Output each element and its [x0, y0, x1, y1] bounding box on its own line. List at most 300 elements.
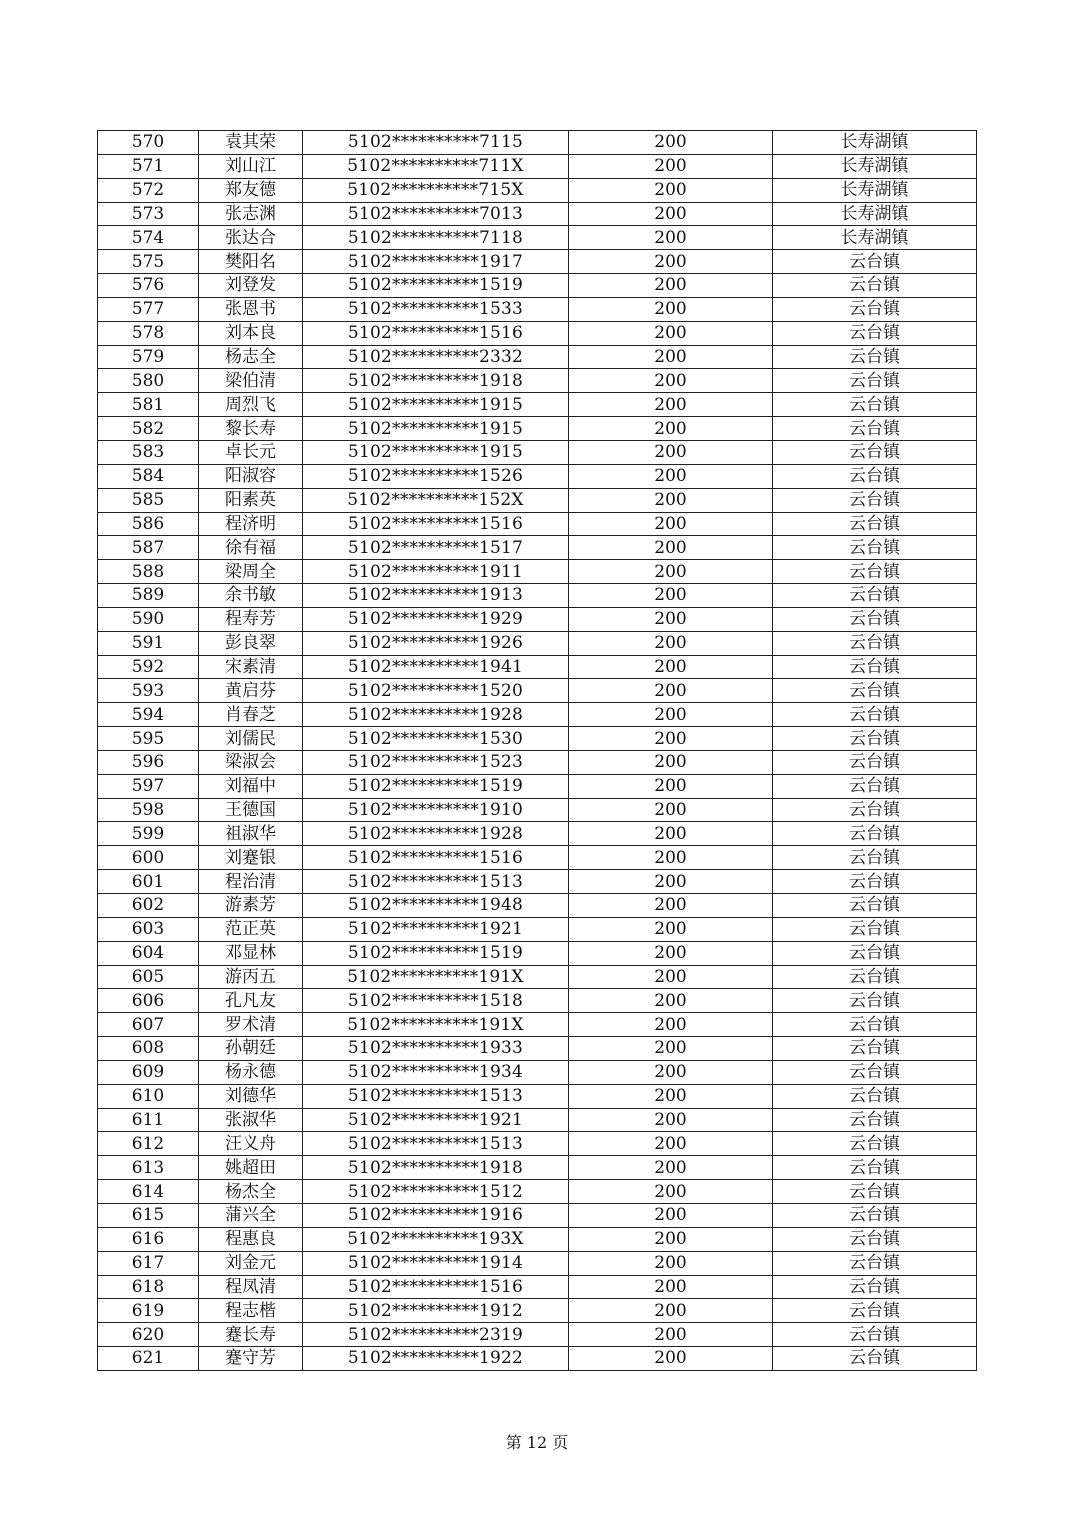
amount-cell: 200 [569, 1299, 773, 1323]
name-cell: 张志渊 [199, 202, 303, 226]
row-number-cell: 610 [98, 1084, 199, 1108]
row-number-cell: 589 [98, 584, 199, 608]
town-cell: 云台镇 [773, 393, 977, 417]
town-cell: 云台镇 [773, 870, 977, 894]
row-number-cell: 595 [98, 727, 199, 751]
town-cell: 云台镇 [773, 679, 977, 703]
amount-cell: 200 [569, 393, 773, 417]
row-number-cell: 598 [98, 798, 199, 822]
table-row [98, 679, 977, 703]
table-row [98, 178, 977, 202]
id-number-cell: 5102**********1948 [303, 894, 569, 918]
name-cell: 阳素英 [199, 488, 303, 512]
town-cell: 云台镇 [773, 321, 977, 345]
row-number-cell: 606 [98, 989, 199, 1013]
id-number-cell: 5102**********1921 [303, 1108, 569, 1132]
town-cell: 云台镇 [773, 1227, 977, 1251]
amount-cell: 200 [569, 417, 773, 441]
row-number-cell: 591 [98, 631, 199, 655]
name-cell: 宋素清 [199, 655, 303, 679]
row-number-cell: 590 [98, 607, 199, 631]
name-cell: 蹇长寿 [199, 1323, 303, 1347]
row-number-cell: 587 [98, 536, 199, 560]
name-cell: 刘金元 [199, 1251, 303, 1275]
id-number-cell: 5102**********1516 [303, 512, 569, 536]
table-row [98, 655, 977, 679]
id-number-cell: 5102**********1921 [303, 917, 569, 941]
id-number-cell: 5102**********7115 [303, 131, 569, 155]
amount-cell: 200 [569, 1180, 773, 1204]
table-row [98, 131, 977, 155]
name-cell: 蹇守芳 [199, 1347, 303, 1371]
row-number-cell: 570 [98, 131, 199, 155]
table-row [98, 1180, 977, 1204]
page-number: 第 12 页 [505, 1433, 569, 1452]
table-row [98, 870, 977, 894]
name-cell: 刘儒民 [199, 727, 303, 751]
amount-cell: 200 [569, 512, 773, 536]
id-number-cell: 5102**********1516 [303, 846, 569, 870]
table-row [98, 417, 977, 441]
id-number-cell: 5102**********1926 [303, 631, 569, 655]
table-row [98, 297, 977, 321]
name-cell: 刘山江 [199, 154, 303, 178]
table-row [98, 274, 977, 298]
id-number-cell: 5102**********1922 [303, 1347, 569, 1371]
table-row [98, 369, 977, 393]
town-cell: 云台镇 [773, 488, 977, 512]
town-cell: 云台镇 [773, 1323, 977, 1347]
table-row [98, 488, 977, 512]
amount-cell: 200 [569, 1227, 773, 1251]
town-cell: 云台镇 [773, 560, 977, 584]
amount-cell: 200 [569, 917, 773, 941]
town-cell: 云台镇 [773, 1347, 977, 1371]
table-row [98, 894, 977, 918]
row-number-cell: 608 [98, 1037, 199, 1061]
amount-cell: 200 [569, 750, 773, 774]
id-number-cell: 5102**********1917 [303, 250, 569, 274]
amount-cell: 200 [569, 798, 773, 822]
records-table-container [97, 130, 976, 1371]
name-cell: 余书敏 [199, 584, 303, 608]
amount-cell: 200 [569, 560, 773, 584]
town-cell: 长寿湖镇 [773, 154, 977, 178]
table-row [98, 321, 977, 345]
table-row [98, 1203, 977, 1227]
town-cell: 云台镇 [773, 655, 977, 679]
amount-cell: 200 [569, 846, 773, 870]
id-number-cell: 5102**********191X [303, 965, 569, 989]
name-cell: 梁伯清 [199, 369, 303, 393]
name-cell: 郑友德 [199, 178, 303, 202]
name-cell: 梁周全 [199, 560, 303, 584]
name-cell: 罗术清 [199, 1013, 303, 1037]
name-cell: 刘登发 [199, 274, 303, 298]
amount-cell: 200 [569, 440, 773, 464]
id-number-cell: 5102**********7118 [303, 226, 569, 250]
table-row [98, 1156, 977, 1180]
amount-cell: 200 [569, 631, 773, 655]
id-number-cell: 5102**********711X [303, 154, 569, 178]
amount-cell: 200 [569, 226, 773, 250]
town-cell: 云台镇 [773, 1299, 977, 1323]
amount-cell: 200 [569, 1132, 773, 1156]
amount-cell: 200 [569, 703, 773, 727]
name-cell: 邓显林 [199, 941, 303, 965]
row-number-cell: 593 [98, 679, 199, 703]
row-number-cell: 592 [98, 655, 199, 679]
name-cell: 游素芳 [199, 894, 303, 918]
town-cell: 云台镇 [773, 1251, 977, 1275]
town-cell: 云台镇 [773, 512, 977, 536]
table-row [98, 1227, 977, 1251]
amount-cell: 200 [569, 131, 773, 155]
table-row [98, 727, 977, 751]
id-number-cell: 5102**********1512 [303, 1180, 569, 1204]
table-row [98, 607, 977, 631]
records-table-body [98, 131, 977, 1371]
id-number-cell: 5102**********1911 [303, 560, 569, 584]
amount-cell: 200 [569, 536, 773, 560]
amount-cell: 200 [569, 1108, 773, 1132]
name-cell: 梁淑会 [199, 750, 303, 774]
row-number-cell: 613 [98, 1156, 199, 1180]
name-cell: 张达合 [199, 226, 303, 250]
table-row [98, 1299, 977, 1323]
table-row [98, 774, 977, 798]
name-cell: 周烈飞 [199, 393, 303, 417]
name-cell: 卓长元 [199, 440, 303, 464]
town-cell: 云台镇 [773, 345, 977, 369]
table-row [98, 846, 977, 870]
name-cell: 杨永德 [199, 1060, 303, 1084]
amount-cell: 200 [569, 178, 773, 202]
row-number-cell: 603 [98, 917, 199, 941]
row-number-cell: 614 [98, 1180, 199, 1204]
table-row [98, 226, 977, 250]
table-row [98, 536, 977, 560]
name-cell: 程惠良 [199, 1227, 303, 1251]
name-cell: 张淑华 [199, 1108, 303, 1132]
amount-cell: 200 [569, 727, 773, 751]
table-row [98, 822, 977, 846]
table-row [98, 798, 977, 822]
table-row [98, 1251, 977, 1275]
table-row [98, 1323, 977, 1347]
row-number-cell: 607 [98, 1013, 199, 1037]
row-number-cell: 585 [98, 488, 199, 512]
table-row [98, 584, 977, 608]
row-number-cell: 619 [98, 1299, 199, 1323]
id-number-cell: 5102**********1933 [303, 1037, 569, 1061]
name-cell: 程济明 [199, 512, 303, 536]
town-cell: 长寿湖镇 [773, 202, 977, 226]
amount-cell: 200 [569, 822, 773, 846]
id-number-cell: 5102**********1928 [303, 822, 569, 846]
town-cell: 云台镇 [773, 369, 977, 393]
table-row [98, 1132, 977, 1156]
amount-cell: 200 [569, 1203, 773, 1227]
id-number-cell: 5102**********1516 [303, 1275, 569, 1299]
name-cell: 刘本良 [199, 321, 303, 345]
id-number-cell: 5102**********1513 [303, 870, 569, 894]
id-number-cell: 5102**********1912 [303, 1299, 569, 1323]
table-row [98, 345, 977, 369]
id-number-cell: 5102**********1915 [303, 440, 569, 464]
name-cell: 张恩书 [199, 297, 303, 321]
row-number-cell: 601 [98, 870, 199, 894]
id-number-cell: 5102**********1918 [303, 369, 569, 393]
row-number-cell: 581 [98, 393, 199, 417]
name-cell: 程寿芳 [199, 607, 303, 631]
id-number-cell: 5102**********1913 [303, 584, 569, 608]
name-cell: 王德国 [199, 798, 303, 822]
town-cell: 云台镇 [773, 894, 977, 918]
id-number-cell: 5102**********1519 [303, 274, 569, 298]
row-number-cell: 588 [98, 560, 199, 584]
name-cell: 黎长寿 [199, 417, 303, 441]
id-number-cell: 5102**********1519 [303, 941, 569, 965]
row-number-cell: 597 [98, 774, 199, 798]
id-number-cell: 5102**********1916 [303, 1203, 569, 1227]
id-number-cell: 5102**********1516 [303, 321, 569, 345]
amount-cell: 200 [569, 1037, 773, 1061]
table-row [98, 154, 977, 178]
town-cell: 云台镇 [773, 1084, 977, 1108]
row-number-cell: 599 [98, 822, 199, 846]
amount-cell: 200 [569, 488, 773, 512]
amount-cell: 200 [569, 1060, 773, 1084]
row-number-cell: 615 [98, 1203, 199, 1227]
row-number-cell: 580 [98, 369, 199, 393]
records-table [97, 130, 977, 1371]
town-cell: 云台镇 [773, 941, 977, 965]
row-number-cell: 600 [98, 846, 199, 870]
row-number-cell: 594 [98, 703, 199, 727]
town-cell: 云台镇 [773, 1156, 977, 1180]
id-number-cell: 5102**********193X [303, 1227, 569, 1251]
amount-cell: 200 [569, 202, 773, 226]
id-number-cell: 5102**********1517 [303, 536, 569, 560]
name-cell: 祖淑华 [199, 822, 303, 846]
name-cell: 范正英 [199, 917, 303, 941]
name-cell: 游丙五 [199, 965, 303, 989]
town-cell: 云台镇 [773, 631, 977, 655]
row-number-cell: 572 [98, 178, 199, 202]
town-cell: 云台镇 [773, 1132, 977, 1156]
id-number-cell: 5102**********1533 [303, 297, 569, 321]
town-cell: 云台镇 [773, 250, 977, 274]
row-number-cell: 602 [98, 894, 199, 918]
name-cell: 刘德华 [199, 1084, 303, 1108]
table-row [98, 1060, 977, 1084]
row-number-cell: 612 [98, 1132, 199, 1156]
town-cell: 长寿湖镇 [773, 178, 977, 202]
town-cell: 长寿湖镇 [773, 226, 977, 250]
name-cell: 孙朝廷 [199, 1037, 303, 1061]
town-cell: 云台镇 [773, 417, 977, 441]
table-row [98, 1275, 977, 1299]
amount-cell: 200 [569, 679, 773, 703]
amount-cell: 200 [569, 369, 773, 393]
table-row [98, 440, 977, 464]
table-row [98, 750, 977, 774]
town-cell: 云台镇 [773, 1013, 977, 1037]
town-cell: 云台镇 [773, 1037, 977, 1061]
amount-cell: 200 [569, 1275, 773, 1299]
town-cell: 云台镇 [773, 607, 977, 631]
row-number-cell: 620 [98, 1323, 199, 1347]
id-number-cell: 5102**********715X [303, 178, 569, 202]
id-number-cell: 5102**********1915 [303, 417, 569, 441]
amount-cell: 200 [569, 297, 773, 321]
row-number-cell: 582 [98, 417, 199, 441]
table-row [98, 941, 977, 965]
amount-cell: 200 [569, 1251, 773, 1275]
name-cell: 徐有福 [199, 536, 303, 560]
id-number-cell: 5102**********1526 [303, 464, 569, 488]
row-number-cell: 583 [98, 440, 199, 464]
row-number-cell: 584 [98, 464, 199, 488]
row-number-cell: 604 [98, 941, 199, 965]
table-row [98, 250, 977, 274]
table-row [98, 202, 977, 226]
name-cell: 刘蹇银 [199, 846, 303, 870]
town-cell: 云台镇 [773, 584, 977, 608]
id-number-cell: 5102**********1519 [303, 774, 569, 798]
town-cell: 云台镇 [773, 464, 977, 488]
name-cell: 杨杰全 [199, 1180, 303, 1204]
table-row [98, 631, 977, 655]
name-cell: 蒲兴全 [199, 1203, 303, 1227]
id-number-cell: 5102**********1520 [303, 679, 569, 703]
town-cell: 云台镇 [773, 822, 977, 846]
row-number-cell: 578 [98, 321, 199, 345]
table-row [98, 1084, 977, 1108]
row-number-cell: 574 [98, 226, 199, 250]
row-number-cell: 576 [98, 274, 199, 298]
town-cell: 云台镇 [773, 274, 977, 298]
town-cell: 云台镇 [773, 1203, 977, 1227]
town-cell: 云台镇 [773, 1275, 977, 1299]
table-row [98, 965, 977, 989]
table-row [98, 1037, 977, 1061]
row-number-cell: 586 [98, 512, 199, 536]
name-cell: 黄启芬 [199, 679, 303, 703]
row-number-cell: 571 [98, 154, 199, 178]
town-cell: 云台镇 [773, 750, 977, 774]
id-number-cell: 5102**********7013 [303, 202, 569, 226]
town-cell: 云台镇 [773, 917, 977, 941]
id-number-cell: 5102**********1915 [303, 393, 569, 417]
table-row [98, 989, 977, 1013]
id-number-cell: 5102**********1513 [303, 1084, 569, 1108]
row-number-cell: 617 [98, 1251, 199, 1275]
name-cell: 刘福中 [199, 774, 303, 798]
name-cell: 姚超田 [199, 1156, 303, 1180]
name-cell: 杨志全 [199, 345, 303, 369]
town-cell: 云台镇 [773, 774, 977, 798]
amount-cell: 200 [569, 989, 773, 1013]
amount-cell: 200 [569, 1013, 773, 1037]
name-cell: 程凤清 [199, 1275, 303, 1299]
town-cell: 云台镇 [773, 727, 977, 751]
id-number-cell: 5102**********1910 [303, 798, 569, 822]
row-number-cell: 605 [98, 965, 199, 989]
row-number-cell: 611 [98, 1108, 199, 1132]
amount-cell: 200 [569, 941, 773, 965]
id-number-cell: 5102**********1914 [303, 1251, 569, 1275]
town-cell: 云台镇 [773, 1108, 977, 1132]
table-row [98, 1013, 977, 1037]
table-row [98, 393, 977, 417]
id-number-cell: 5102**********1941 [303, 655, 569, 679]
amount-cell: 200 [569, 655, 773, 679]
row-number-cell: 575 [98, 250, 199, 274]
row-number-cell: 579 [98, 345, 199, 369]
id-number-cell: 5102**********1523 [303, 750, 569, 774]
amount-cell: 200 [569, 607, 773, 631]
amount-cell: 200 [569, 1323, 773, 1347]
amount-cell: 200 [569, 345, 773, 369]
name-cell: 孔凡友 [199, 989, 303, 1013]
row-number-cell: 621 [98, 1347, 199, 1371]
id-number-cell: 5102**********1518 [303, 989, 569, 1013]
amount-cell: 200 [569, 250, 773, 274]
amount-cell: 200 [569, 321, 773, 345]
row-number-cell: 616 [98, 1227, 199, 1251]
id-number-cell: 5102**********152X [303, 488, 569, 512]
amount-cell: 200 [569, 774, 773, 798]
id-number-cell: 5102**********191X [303, 1013, 569, 1037]
row-number-cell: 596 [98, 750, 199, 774]
id-number-cell: 5102**********1513 [303, 1132, 569, 1156]
id-number-cell: 5102**********1918 [303, 1156, 569, 1180]
amount-cell: 200 [569, 1084, 773, 1108]
name-cell: 彭良翠 [199, 631, 303, 655]
name-cell: 汪义舟 [199, 1132, 303, 1156]
id-number-cell: 5102**********2319 [303, 1323, 569, 1347]
town-cell: 云台镇 [773, 297, 977, 321]
town-cell: 云台镇 [773, 536, 977, 560]
town-cell: 云台镇 [773, 703, 977, 727]
table-row [98, 703, 977, 727]
row-number-cell: 577 [98, 297, 199, 321]
town-cell: 云台镇 [773, 965, 977, 989]
amount-cell: 200 [569, 274, 773, 298]
amount-cell: 200 [569, 1156, 773, 1180]
table-row [98, 560, 977, 584]
name-cell: 樊阳名 [199, 250, 303, 274]
id-number-cell: 5102**********1934 [303, 1060, 569, 1084]
amount-cell: 200 [569, 870, 773, 894]
town-cell: 云台镇 [773, 440, 977, 464]
town-cell: 云台镇 [773, 1180, 977, 1204]
name-cell: 肖春芝 [199, 703, 303, 727]
town-cell: 云台镇 [773, 846, 977, 870]
amount-cell: 200 [569, 965, 773, 989]
table-row [98, 1347, 977, 1371]
id-number-cell: 5102**********2332 [303, 345, 569, 369]
name-cell: 袁其荣 [199, 131, 303, 155]
amount-cell: 200 [569, 464, 773, 488]
amount-cell: 200 [569, 1347, 773, 1371]
row-number-cell: 618 [98, 1275, 199, 1299]
town-cell: 云台镇 [773, 1060, 977, 1084]
row-number-cell: 573 [98, 202, 199, 226]
table-row [98, 512, 977, 536]
